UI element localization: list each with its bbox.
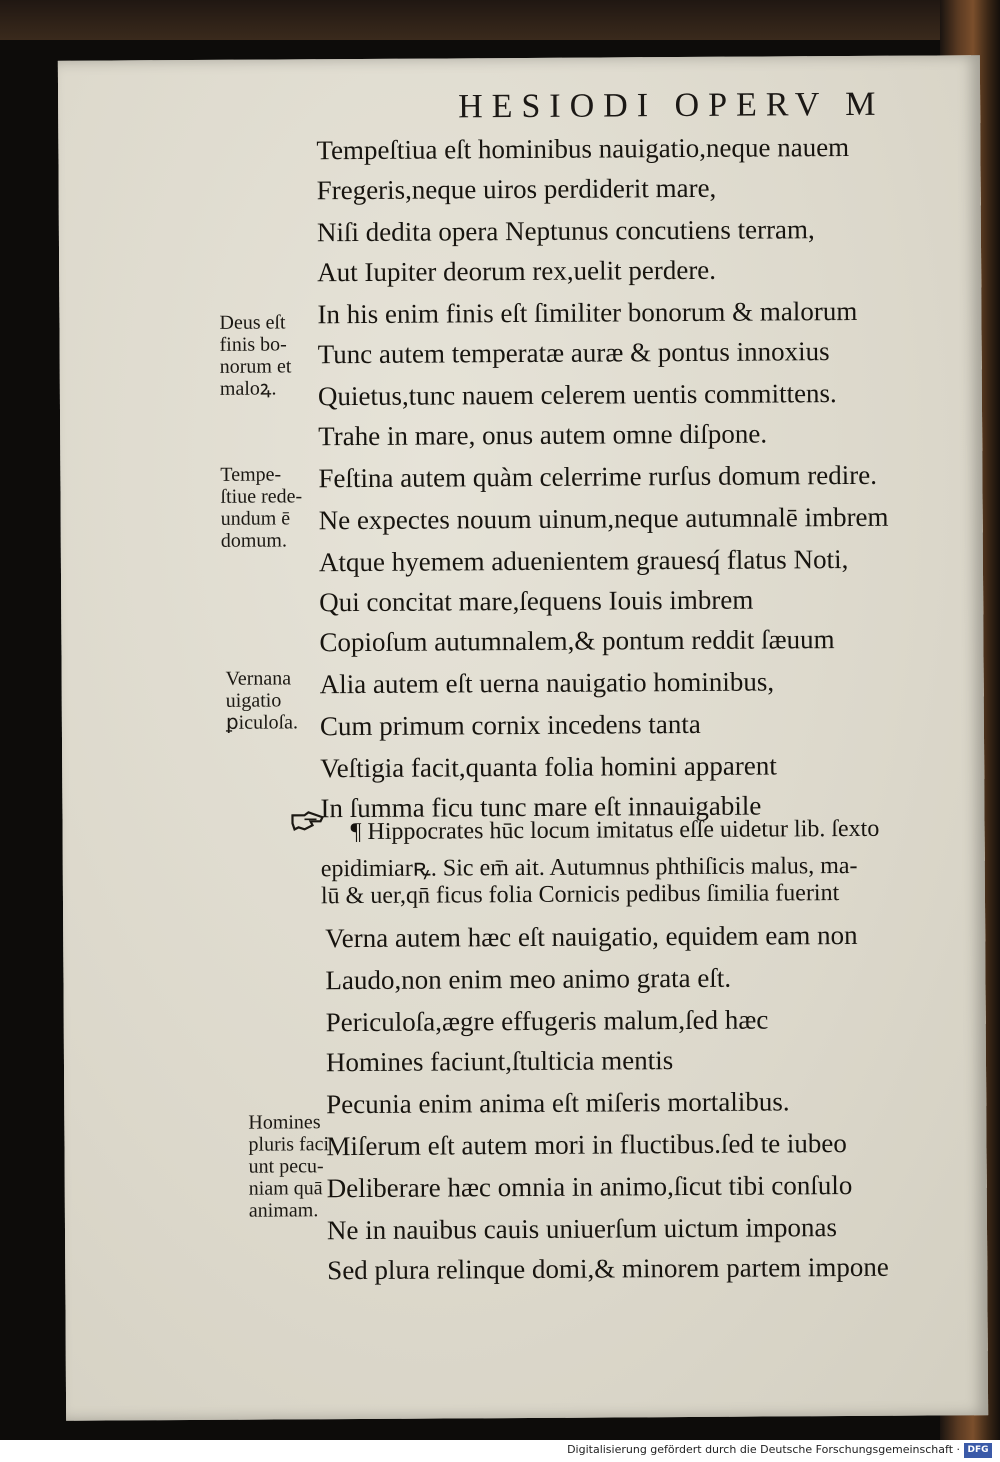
verse-line: Aut Iupiter deorum rex,uelit perdere.: [317, 254, 717, 288]
verse-line: Tunc autem temperatæ auræ & pontus innoxius: [317, 336, 830, 370]
gloss-line: niam quā: [248, 1177, 323, 1200]
verse-line: Tempeſtiua eſt hominibus nauigatio,neque nauem: [316, 131, 850, 166]
funding-credit: Digitalisierung gefördert durch die Deutsche Forschungsgemeinschaft ·: [567, 1443, 960, 1456]
gloss-line: animam.: [248, 1199, 319, 1222]
verse-line: In ſumma ficu tunc mare eſt innauigabile: [320, 790, 762, 824]
gloss-line: Tempe-: [220, 463, 282, 486]
verse-line: Atque hyemem aduenientem grauesq́ flatus Noti,: [318, 544, 849, 578]
verse-line: Pecunia enim anima eſt miſeris mortalibus.: [326, 1086, 790, 1120]
verse-line: Copioſum autumnalem,& pontum reddit ſæuum: [319, 624, 835, 658]
verse-line: Cum primum cornix incedens tanta: [319, 708, 701, 742]
verse-line: Trahe in mare, onus autem omne diſpone.: [318, 418, 768, 452]
verse-line: Deliberare hæc omnia in animo,ſicut tibi conſulo: [326, 1169, 853, 1204]
verse-line: Feſtina autem quàm celerrime rurſus domum redire.: [318, 459, 878, 494]
gloss-line: pluris faci: [248, 1133, 330, 1156]
gloss-line: Deus eſt: [219, 311, 286, 334]
verse-line: Homines faciunt,ſtulticia mentis: [325, 1045, 674, 1078]
gloss-line: maloꝝ.: [219, 377, 277, 400]
running-header: HESIODI OPERV M: [458, 85, 885, 126]
verse-line: Periculoſa,ægre effugeris malum,ſed hæc: [325, 1004, 769, 1038]
book-page: [58, 55, 988, 1421]
dfg-logo: DFG: [964, 1443, 992, 1458]
gloss-line: ꝑiculoſa.: [225, 711, 299, 734]
gloss-line: norum et: [219, 355, 292, 378]
verse-line: Alia autem eſt uerna nauigatio hominibus,: [319, 666, 775, 700]
verse-line: Quietus,tunc nauem celerem uentis committens.: [317, 378, 837, 412]
verse-line: Sed plura relinque domi,& minorem partem impone: [327, 1251, 889, 1286]
gloss-line: ſtiue rede-: [220, 485, 303, 508]
margin-gloss: [220, 463, 302, 551]
gloss-line: Vernana: [225, 667, 292, 690]
commentary-line: ¶ Hippocrates hūc locum imitatus eſſe uidetur lib. ſexto: [350, 815, 880, 846]
gloss-line: domum.: [220, 529, 287, 552]
verse-line: Ne in nauibus cauis uniuerſum uictum imponas: [326, 1212, 838, 1246]
verse-line: Ne expectes nouum uinum,neque autumnalē imbrem: [318, 501, 889, 536]
verse-line: Laudo,non enim meo animo grata eſt.: [325, 962, 732, 996]
margin-gloss: [219, 311, 291, 399]
gloss-line: Homines: [248, 1111, 321, 1134]
verse-line: Qui concitat mare,ſequens Iouis imbrem: [319, 584, 754, 618]
pointing-hand-icon: [290, 809, 324, 833]
gloss-line: undum ē: [220, 507, 291, 530]
commentary-line: epidimiarꝶ. Sic em̄ ait. Autumnus phthiſicis malus, ma-: [320, 852, 858, 883]
digitization-footer: [0, 1440, 1000, 1462]
verse-line: In his enim finis eſt ſimiliter bonorum & malorum: [317, 295, 858, 330]
verse-line: Veſtigia facit,quanta folia homini apparent: [320, 750, 777, 784]
commentary-line: lū & uer,qn̄ ficus folia Cornicis pedibus ſimilia fuerint: [320, 880, 840, 910]
verse-line: Niſi dedita opera Neptunus concutiens terram,: [316, 214, 815, 248]
book-top-edge: [0, 0, 1000, 40]
verse-line: Fregeris,neque uiros perdiderit mare,: [316, 172, 717, 206]
gloss-line: finis bo-: [219, 333, 287, 356]
verse-line: Miſerum eſt autem mori in fluctibus.ſed te iubeo: [326, 1128, 847, 1162]
verse-line: Verna autem hæc eſt nauigatio, equidem eam non: [325, 919, 858, 954]
margin-gloss: [226, 667, 299, 733]
margin-gloss: [248, 1111, 329, 1221]
gloss-line: uigatio: [225, 689, 282, 712]
gloss-line: unt pecu-: [248, 1155, 324, 1178]
